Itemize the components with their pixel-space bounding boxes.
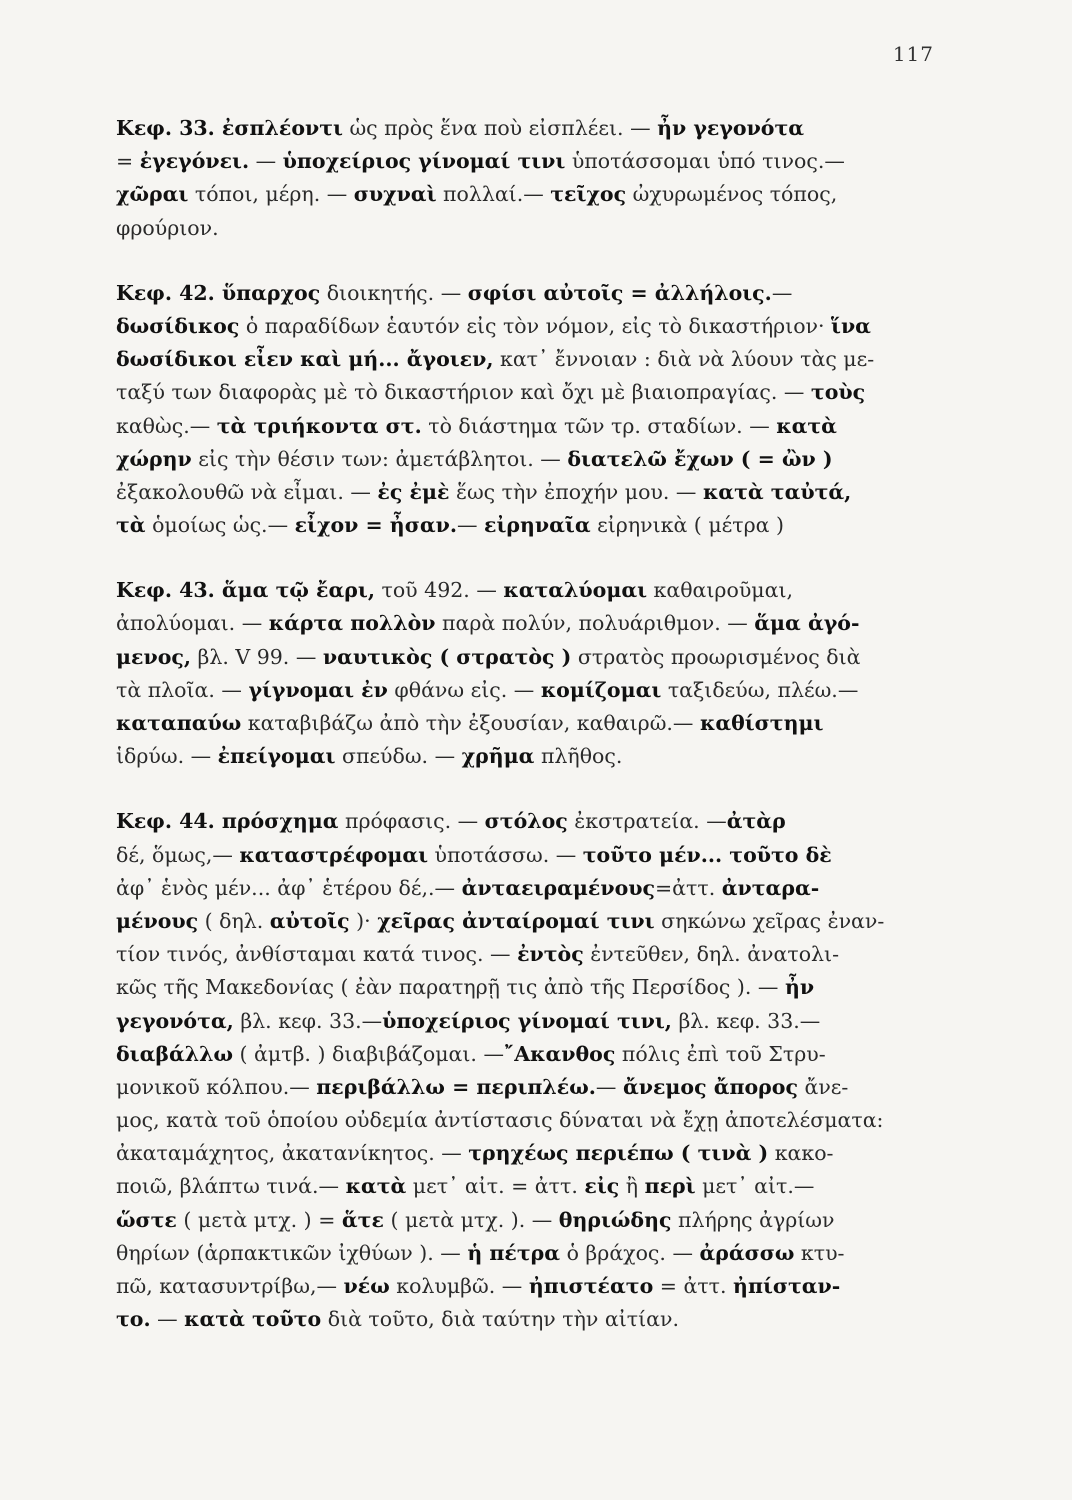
text-line: μος, κατὰ τοῦ ὁποίου οὐδεμία ἀντίστασις δύναται νὰ ἔχῃ ἀποτελέσματα: bbox=[116, 1108, 884, 1133]
text-line: καταπαύω καταβιβάζω ἀπὸ τὴν ἐξουσίαν, καθαιρῶ.— καθίστημι bbox=[116, 711, 824, 735]
text-line: δωσίδικοι εἶεν καὶ μή... ἄγοιεν, κατ᾽ ἔννοιαν : διὰ νὰ λύουν τὰς με- bbox=[116, 347, 875, 372]
text-line: μονικοῦ κόλπου.— περιβάλλω = περιπλέω.— ἄνεμος ἄπορος ἄνε- bbox=[116, 1074, 849, 1099]
page-body bbox=[116, 112, 958, 1336]
text-line: κῶς τῆς Μακεδονίας ( ἐὰν παρατηρῇ τις ἀπὸ τῆς Περσίδος ). — ἦν bbox=[116, 975, 815, 1000]
text-line: μενος, βλ. V 99. — ναυτικὸς ( στρατὸς ) στρατὸς προωρισμένος διὰ bbox=[116, 644, 861, 669]
paragraph bbox=[116, 112, 958, 245]
text-line: γεγονότα, βλ. κεφ. 33.—ὑποχείριος γίνομαί τινι, βλ. κεφ. 33.— bbox=[116, 1008, 821, 1033]
paragraph bbox=[116, 277, 958, 543]
text-line: μένους ( δηλ. αὐτοῖς )· χεῖρας ἀνταίρομαί τινι σηκώνω χεῖρας ἐναν- bbox=[116, 908, 885, 933]
text-line: καθὼς.— τὰ τριήκοντα στ. τὸ διάστημα τῶν τρ. σταδίων. — κατὰ bbox=[116, 413, 837, 438]
text-line: ὥστε ( μετὰ μτχ. ) = ἅτε ( μετὰ μτχ. ). — θηριώδης πλήρης ἀγρίων bbox=[116, 1207, 835, 1232]
text-line: πῶ, κατασυντρίβω,— νέω κολυμβῶ. — ἠπιστέατο = ἀττ. ἠπίσταν- bbox=[116, 1274, 841, 1298]
text-line: τίον τινός, ἀνθίσταμαι κατά τινος. — ἐντὸς ἐντεῦθεν, δηλ. ἀνατολι- bbox=[116, 942, 840, 967]
text-line: ἀπολύομαι. — κάρτα πολλὸν παρὰ πολύν, πολυάριθμον. — ἅμα ἀγό- bbox=[116, 611, 860, 636]
text-line: το. — κατὰ τοῦτο διὰ τοῦτο, διὰ ταύτην τὴν αἰτίαν. bbox=[116, 1307, 679, 1332]
text-line: ἐξακολουθῶ νὰ εἶμαι. — ἐς ἐμὲ ἕως τὴν ἐποχήν μου. — κατὰ ταὐτά, bbox=[116, 479, 852, 504]
paragraph bbox=[116, 574, 958, 773]
text-line: φρούριον. bbox=[116, 215, 219, 240]
text-line: = ἐγεγόνει. — ὑποχείριος γίνομαί τινι ὑποτάσσομαι ὑπό τινος.— bbox=[116, 149, 845, 174]
text-line: διαβάλλω ( ἀμτβ. ) διαβιβάζομαι. —῎Ακανθος πόλις ἐπὶ τοῦ Στρυ- bbox=[116, 1041, 826, 1066]
text-line: δέ, ὅμως,— καταστρέφομαι ὑποτάσσω. — τοῦτο μέν... τοῦτο δὲ bbox=[116, 842, 832, 867]
text-line: ποιῶ, βλάπτω τινά.— κατὰ μετ᾽ αἰτ. = ἀττ. εἰς ἢ περὶ μετ᾽ αἰτ.— bbox=[116, 1174, 815, 1199]
text-line: ἀφ᾽ ἑνὸς μέν... ἀφ᾽ ἑτέρου δέ,.— ἀνταειραμένους=ἀττ. ἀνταρα- bbox=[116, 875, 820, 900]
text-line: χώρην εἰς τὴν θέσιν των: ἀμετάβλητοι. — διατελῶ ἔχων ( = ὢν ) bbox=[116, 446, 833, 471]
page-number: 117 bbox=[892, 42, 934, 66]
text-line: Κεφ. 44. πρόσχημα πρόφασις. — στόλος ἐκστρατεία. —ἀτὰρ bbox=[116, 809, 786, 834]
text-line: Κεφ. 33. ἐσπλέοντι ὡς πρὸς ἕνα ποὺ εἰσπλέει. — ἦν γεγονότα bbox=[116, 116, 805, 140]
text-line: τὰ ὁμοίως ὡς.— εἶχον = ἦσαν.— εἰρηναῖα εἰρηνικὰ ( μέτρα ) bbox=[116, 513, 785, 538]
text-line: Κεφ. 43. ἅμα τῷ ἔαρι, τοῦ 492. — καταλύομαι καθαιροῦμαι, bbox=[116, 578, 794, 603]
text-line: ἀκαταμάχητος, ἀκατανίκητος. — τρηχέως περιέπω ( τινὰ ) κακο- bbox=[116, 1141, 834, 1166]
text-line: τὰ πλοῖα. — γίγνομαι ἐν φθάνω εἰς. — κομίζομαι ταξιδεύω, πλέω.— bbox=[116, 677, 859, 702]
text-line: δωσίδικος ὁ παραδίδων ἑαυτόν εἰς τὸν νόμον, εἰς τὸ δικαστήριον· ἵνα bbox=[116, 313, 871, 338]
text-line: χῶραι τόποι, μέρη. — συχναὶ πολλαί.— τεῖχος ὠχυρωμένος τόπος, bbox=[116, 182, 838, 207]
text-line: ταξύ των διαφορὰς μὲ τὸ δικαστήριον καὶ ὄχι μὲ βιαιοπραγίας. — τοὺς bbox=[116, 380, 866, 405]
text-line: Κεφ. 42. ὕπαρχος διοικητής. — σφίσι αὐτοῖς = ἀλλήλοις.— bbox=[116, 280, 793, 305]
text-line: ἱδρύω. — ἐπείγομαι σπεύδω. — χρῆμα πλῆθος. bbox=[116, 744, 623, 769]
text-line: θηρίων (ἁρπακτικῶν ἰχθύων ). — ἡ πέτρα ὁ βράχος. — ἀράσσω κτυ- bbox=[116, 1240, 845, 1265]
paragraph bbox=[116, 805, 958, 1336]
